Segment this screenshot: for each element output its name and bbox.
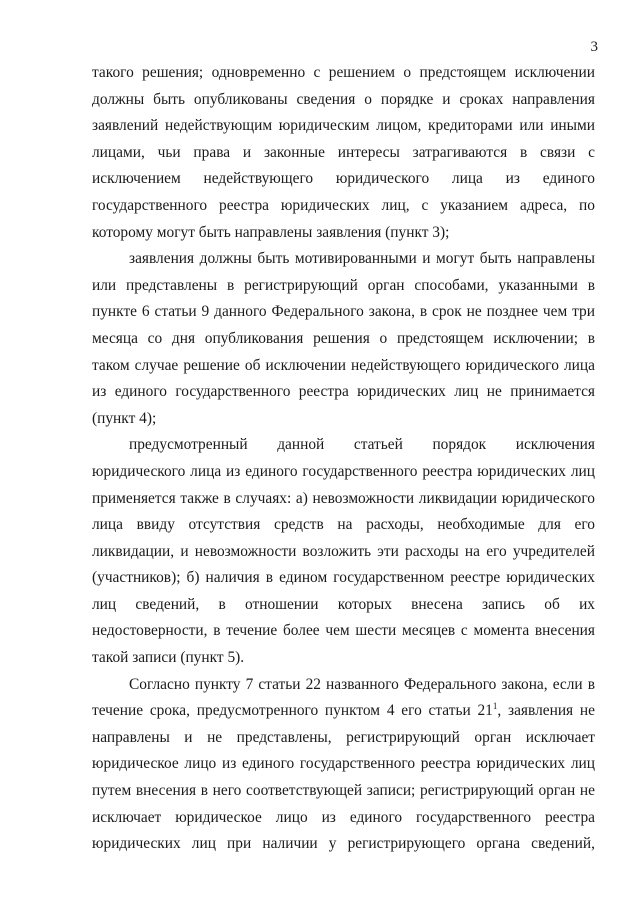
paragraph (92, 60, 595, 246)
text-line: пункте 6 статьи 9 данного Федерального закона, в срок не позднее чем три (92, 303, 595, 321)
text-line: (пункт 4); (92, 409, 157, 427)
text-line: лица ввиду отсутствия средств на расходы, необходимые для его (92, 516, 595, 534)
text-line: или представлены в регистрирующий орган способами, указанными в (92, 276, 595, 294)
text-line: Согласно пункту 7 статьи 22 названного Федерального закона, если в (129, 675, 595, 693)
text-line: месяца со дня опубликования решения о предстоящем исключении; в (92, 329, 595, 347)
text-line: из единого государственного реестра юридических лиц не принимается (92, 383, 595, 401)
paragraph (92, 672, 595, 858)
paragraph (92, 432, 595, 671)
text-line: должны быть опубликованы сведения о порядке и сроках направления (92, 90, 595, 108)
text-line: исключает юридическое лицо из единого государственного реестра (92, 808, 595, 826)
superscript: 1 (492, 701, 498, 712)
text-line: недостоверности, в течение более чем шести месяцев с момента внесения (92, 622, 595, 640)
text-segment: течение срока, предусмотренного пунктом 4 его статьи 21 (92, 702, 493, 720)
text-line: ликвидации, и невозможности возложить эти расходы на его учредителей (92, 542, 595, 560)
text-line: такого решения; одновременно с решением о предстоящем исключении (92, 64, 595, 81)
paragraph (92, 246, 595, 432)
text-line: юридического лица из единого государственного реестра юридических лиц (92, 462, 595, 480)
text-line: путем внесения в него соответствующей записи; регистрирующий орган не (92, 782, 595, 800)
text-line: предусмотренный данной статьей порядок исключения (129, 436, 595, 454)
text-line: юридических лиц при наличии у регистрирующего органа сведений, (92, 835, 595, 853)
text-line (92, 698, 595, 725)
text-line: заявлений недействующим юридическим лицом, кредиторами или иными (92, 117, 595, 135)
text-line: (участников); б) наличия в едином государственном реестре юридических (92, 569, 595, 587)
text-line: лицами, чьи права и законные интересы затрагиваются в связи с (92, 143, 595, 161)
text-line: исключением недействующего юридического лица из единого (92, 170, 595, 188)
text-line: направлены и не представлены, регистрирующий орган исключает (92, 728, 595, 746)
text-line: лиц сведений, в отношении которых внесена запись об их (92, 595, 595, 613)
text-line: государственного реестра юридических лиц, с указанием адреса, по (92, 196, 595, 214)
text-line: применяется также в случаях: а) невозможности ликвидации юридического (92, 489, 595, 507)
text-line: такой записи (пункт 5). (92, 649, 245, 667)
text-line: юридическое лицо из единого государственного реестра юридических лиц (92, 755, 595, 773)
text-segment: , заявления не (497, 702, 595, 720)
text-line: таком случае решение об исключении недействующего юридического лица (92, 356, 595, 374)
page-number: 3 (590, 39, 598, 55)
document-body (92, 60, 595, 858)
text-line: заявления должны быть мотивированными и могут быть направлены (129, 250, 595, 268)
text-line: которому могут быть направлены заявления (пункт 3); (92, 223, 450, 241)
